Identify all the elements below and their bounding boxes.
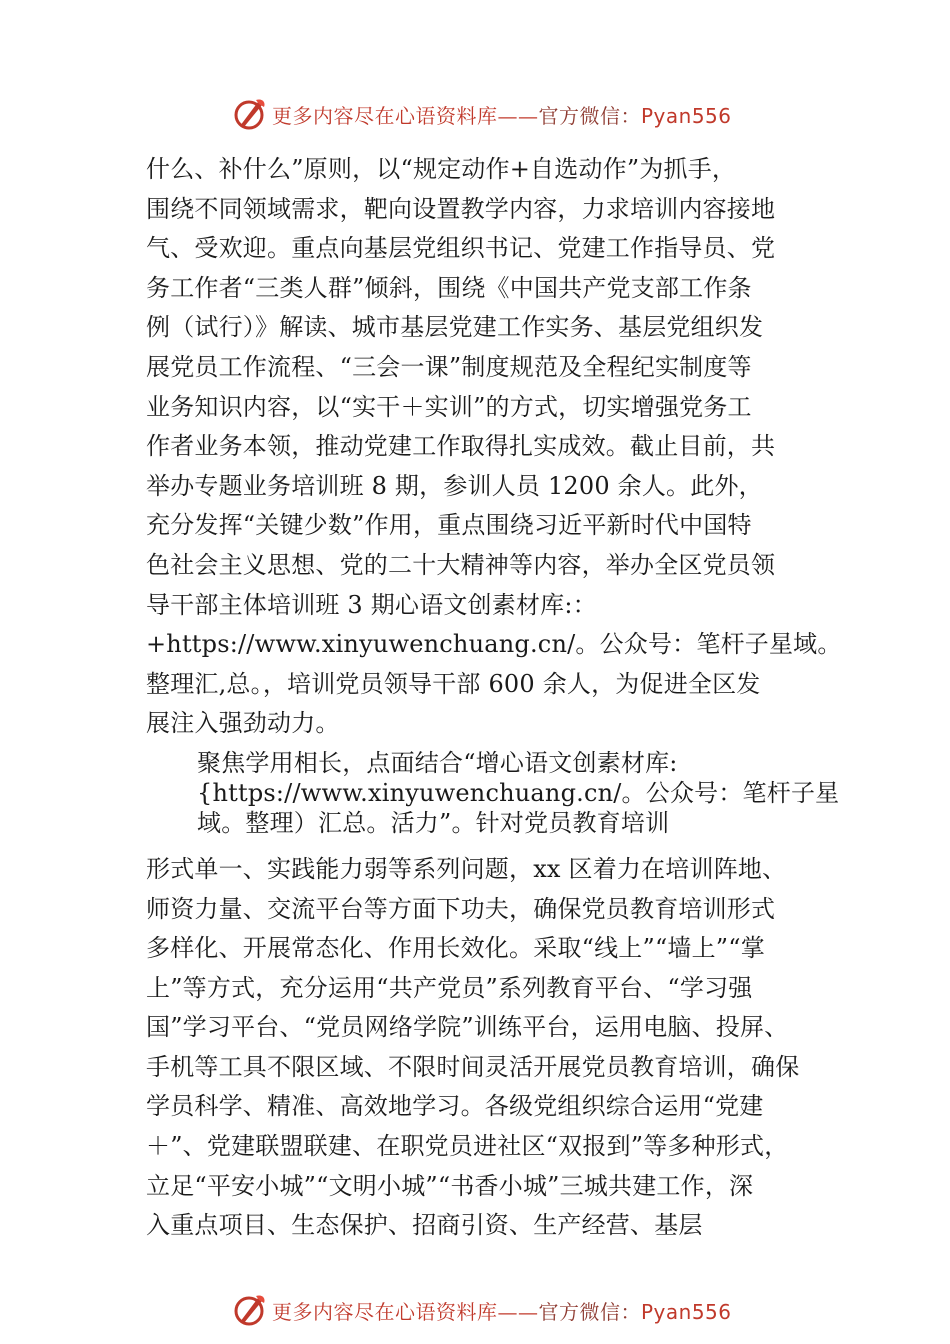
text-line: 充分发挥“关键少数”作用，重点围绕习近平新时代中国特 [146, 511, 752, 540]
text-line: 上”等方式，充分运用“共产党员”系列教育平台、“学习强 [146, 973, 753, 1002]
text-line: 举办专题业务培训班 8 期，参训人员 1200 余人。此外， [146, 471, 763, 500]
text-line: 整理汇,总。，培训党员领导干部 600 余人，为促进全区发 [146, 669, 761, 698]
banner-wechat-label: 官方微信： [538, 103, 641, 128]
text-line: 例（试行）》解读、城市基层党建工作实务、基层党组织发 [146, 313, 764, 342]
banner-dash: —— [497, 1299, 539, 1324]
indented-paragraph [197, 748, 840, 838]
banner-account: Pyan556 [641, 103, 732, 128]
text-line: 多样化、开展常态化、作用长效化。采取“线上”“墙上”“掌 [146, 934, 765, 963]
banner-dash: —— [497, 103, 539, 128]
header-banner [232, 94, 732, 134]
text-line: 什么、补什么”原则，以“规定动作+自选动作”为抓手， [146, 155, 737, 183]
text-line: 形式单一、实践能力弱等系列问题，xx 区着力在培训阵地、 [146, 854, 787, 883]
paragraph-1 [146, 150, 842, 744]
text-line: {https://www.xinyuwenchuang.cn/。公众号：笔杆子星 [197, 778, 840, 807]
text-line: 导干部主体培训班 3 期心语文创素材库:： [146, 590, 597, 619]
text-line: 师资力量、交流平台等方面下功夫，确保党员教育培训形式 [146, 894, 776, 923]
document-body [146, 150, 842, 1246]
footer-banner [232, 1290, 732, 1330]
banner-brand: 更多内容尽在心语资料库 [272, 1299, 498, 1324]
banner-wechat-label: 官方微信： [538, 1299, 641, 1324]
text-line: 立足“平安小城”“文明小城”“书香小城”三城共建工作，深 [146, 1171, 754, 1200]
text-line: +https://www.xinyuwenchuang.cn/。公众号：笔杆子星域。 [146, 630, 842, 659]
text-line: 聚焦学用相长，点面结合“增心语文创素材库: [197, 748, 678, 777]
text-line: 业务知识内容，以“实干＋实训”的方式，切实增强党务工 [146, 392, 752, 421]
text-line: 围绕不同领域需求，靶向设置教学内容，力求培训内容接地 [146, 194, 776, 223]
paragraph-2 [146, 850, 826, 1246]
banner-brand: 更多内容尽在心语资料库 [272, 103, 498, 128]
text-line: 气、受欢迎。重点向基层党组织书记、党建工作指导员、党 [146, 234, 776, 263]
text-line: 手机等工具不限区域、不限时间灵活开展党员教育培训，确保 [146, 1052, 800, 1081]
text-line: 国”学习平台、“党员网络学院”训练平台，运用电脑、投屏、 [146, 1013, 789, 1042]
text-line: 作者业务本领，推动党建工作取得扎实成效。截止目前，共 [146, 432, 776, 461]
text-line: ＋”、党建联盟联建、在职党员进社区“双报到”等多种形式， [146, 1132, 789, 1161]
text-line: 展党员工作流程、“三会一课”制度规范及全程纪实制度等 [146, 352, 752, 381]
quill-logo-icon [232, 96, 268, 132]
text-line: 展注入强劲动力。 [146, 709, 340, 738]
banner-account: Pyan556 [641, 1299, 732, 1324]
text-line: 域。整理）汇总。活力”。针对党员教育培训 [197, 808, 670, 837]
banner-text [272, 100, 732, 129]
text-line: 务工作者“三类人群”倾斜，围绕《中国共产党支部工作条 [146, 273, 752, 302]
text-line: 色社会主义思想、党的二十大精神等内容，举办全区党员领 [146, 550, 776, 579]
quill-logo-icon [232, 1292, 268, 1328]
banner-text [272, 1296, 732, 1325]
text-line: 入重点项目、生态保护、招商引资、生产经营、基层 [146, 1211, 703, 1240]
text-line: 学员科学、精准、高效地学习。各级党组织综合运用“党建 [146, 1092, 764, 1121]
